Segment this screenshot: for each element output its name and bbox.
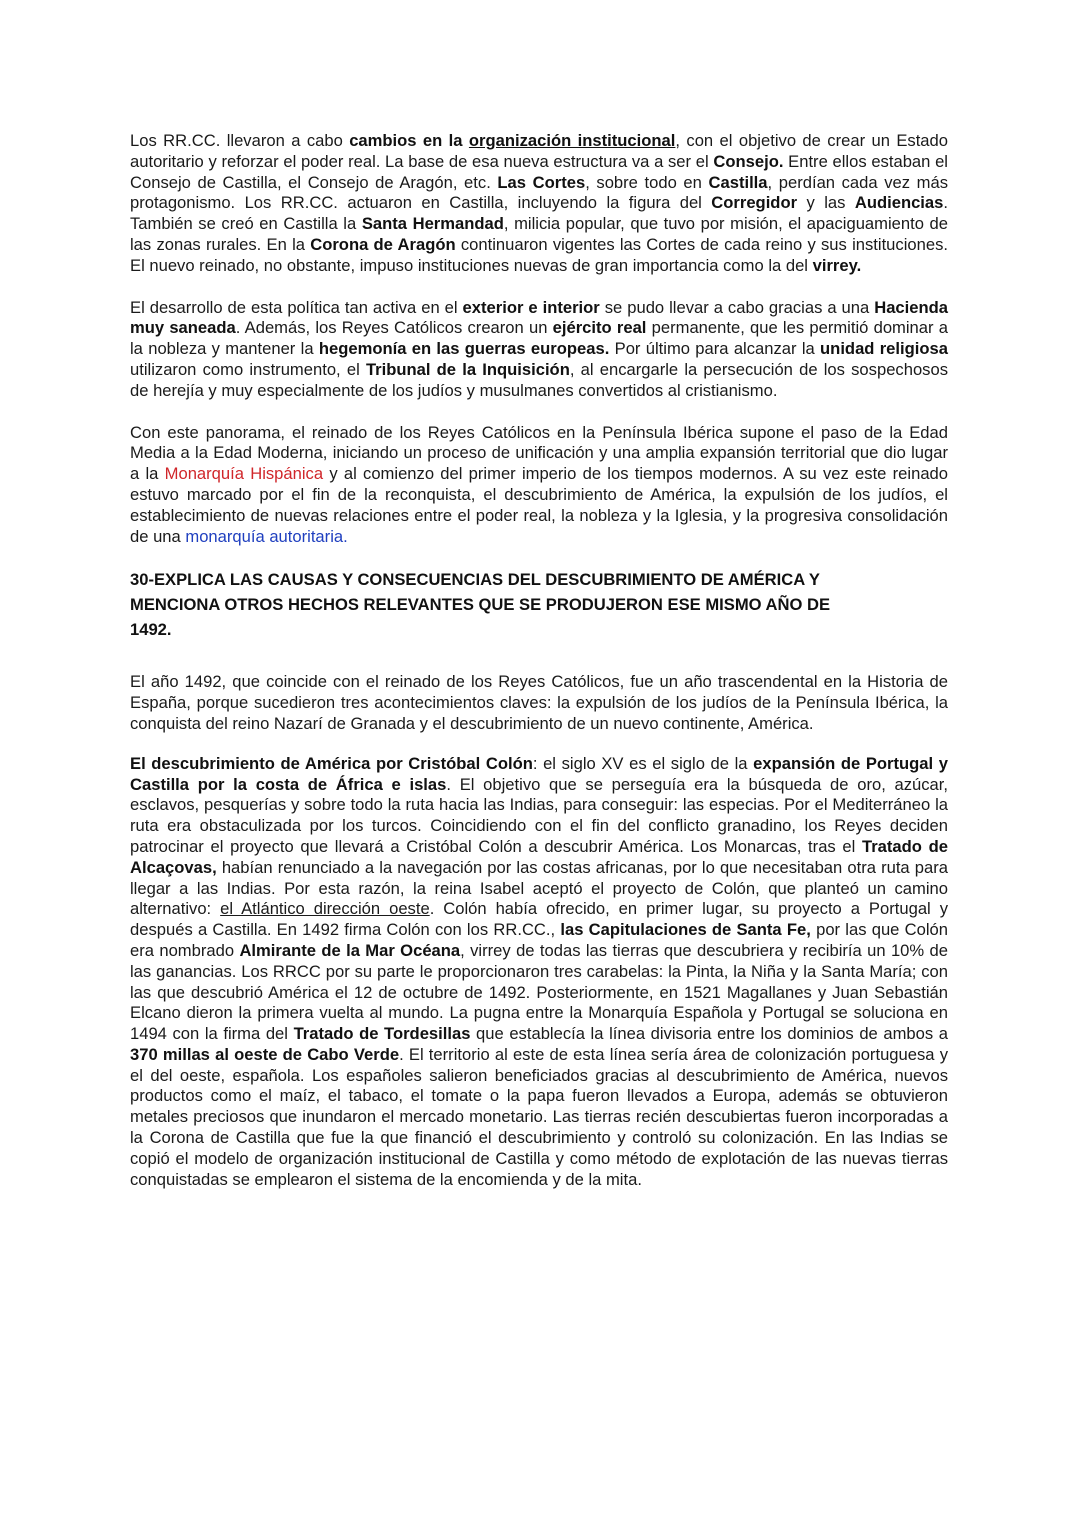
paragraph-panorama xyxy=(130,423,948,548)
heading-line-3: 1492. xyxy=(130,620,172,640)
text-run: utilizaron como instrumento, el xyxy=(130,359,366,379)
paragraph-discovery-america xyxy=(130,754,948,1191)
bold-text: Almirante de la Mar Océana xyxy=(239,940,461,960)
text-run: El año 1492, que coincide con el reinado de los Reyes Católicos, fue un año trascendental en la Historia de España, porque sucedieron tres acontecimientos claves: la expulsión de los judíos de la Península Ibérica, la conquista del reino Nazarí de Granada y el descubrimiento de un nuevo continente, América. xyxy=(130,672,948,733)
red-text: Monarquía Hispánica xyxy=(164,464,324,484)
text-run: , al encargarle la persecución de los sospechosos de herejía y muy especialmente de los judíos y musulmanes convertidos al cristianismo. xyxy=(130,359,948,400)
text-run: El desarrollo de esta política tan activa en el xyxy=(130,297,463,317)
blue-text: monarquía autoritaria. xyxy=(185,526,348,546)
text-run: , sobre todo en xyxy=(585,172,709,192)
text-run: Con este panorama, el reinado de los Reyes Católicos en la Península Ibérica supone el paso de la Edad Media a la Edad Moderna, iniciando un proceso de unificación y una amplia expansión territorial que dio lugar a la xyxy=(130,422,948,484)
text-run: . Colón había ofrecido, en primer lugar, su proyecto a Portugal y después a Castilla. En 1492 firma Colón con los RR.CC., xyxy=(130,899,949,940)
bold-text: 370 millas al oeste de Cabo Verde xyxy=(130,1044,400,1064)
bold-text: las Capitulaciones de Santa Fe, xyxy=(560,920,811,940)
bold-text: Corregidor xyxy=(711,193,798,213)
paragraph-institutional-changes xyxy=(130,131,948,277)
heading-line-2: MENCIONA OTROS HECHOS RELEVANTES QUE SE PRODUJERON ESE MISMO AÑO DE xyxy=(130,595,831,615)
bold-text: Castilla xyxy=(708,172,768,192)
text-run: y las xyxy=(797,193,855,213)
text-run: . El territorio al este de esta línea sería área de colonización portuguesa y el del oeste, española. Los españoles salieron beneficiados gracias al descubrimiento de América, nuevos productos como el maíz, el tabaco, el tomate o la papa fueron llevados a Europa, además se obtuvieron metales preciosos que inundaron el mercado monetario. Las tierras recién descubiertas fueron incorporadas a la Corona de Castilla que fue la que financió el descubrimiento y controló su colonización. En las Indias se copió el modelo de organización institucional de Castilla y como método de explotación de las nuevas tierras conquistadas se emplearon el sistema de la encomienda y de la mita. xyxy=(130,1044,948,1189)
bold-text: Audiencias xyxy=(854,193,944,213)
bold-text: Tratado de Alcaçovas, xyxy=(130,836,948,877)
bold-text: ejército real xyxy=(552,318,647,338)
text-run: . El objetivo que se perseguía era la búsqueda de oro, azúcar, esclavos, pesquerías y sobre todo la ruta hacia las Indias, para conseguir: las especias. Por el Mediterráneo la ruta era obstaculizada por los turcos. Coincidiendo con el fin del conflicto granadino, los Reyes deciden patrocinar el proyecto que llevará a Cristóbal Colón a descubrir América. Los Monarcas, tras el xyxy=(130,774,949,856)
paragraph-year-1492 xyxy=(130,672,948,734)
underlined-text: el Atlántico dirección oeste xyxy=(220,899,430,919)
bold-text: virrey. xyxy=(812,255,862,275)
text-run: , milicia popular, que tuvo por misión, el apaciguamiento de las zonas rurales. En la xyxy=(130,214,949,254)
text-run: que establecía la línea divisoria entre los dominios de ambos a xyxy=(470,1024,949,1044)
text-run: se pudo llevar a cabo gracias a una xyxy=(599,297,875,317)
text-run: permanente, que les permitió dominar a la nobleza y mantener la xyxy=(130,318,948,359)
text-run: . También se creó en Castilla la xyxy=(130,193,948,234)
bold-text: Consejo. xyxy=(713,151,784,171)
bold-text: exterior e interior xyxy=(462,297,600,317)
text-run: . Además, los Reyes Católicos crearon un xyxy=(235,318,553,338)
bold-text: Tribunal de la Inquisición xyxy=(365,359,570,379)
section-heading xyxy=(130,567,948,642)
bold-text: hegemonía en las guerras europeas. xyxy=(318,339,610,359)
text-run: , perdían cada vez más protagonismo. Los RR.CC. actuaron en Castilla, incluyendo la figura del xyxy=(130,172,949,213)
bold-text: Corona de Aragón xyxy=(310,234,456,254)
text-run: Los RR.CC. llevaron a cabo xyxy=(130,131,350,150)
bold-text: El descubrimiento de América por Cristóbal Colón xyxy=(130,753,533,773)
text-run: : el siglo XV es el siglo de la xyxy=(532,753,754,773)
paragraph-policy-development xyxy=(130,298,948,402)
heading-line-1: 30-EXPLICA LAS CAUSAS Y CONSECUENCIAS DEL DESCUBRIMIENTO DE AMÉRICA Y xyxy=(130,570,820,590)
bold-text: Santa Hermandad xyxy=(361,214,504,234)
document-page xyxy=(130,131,948,1210)
bold-text: Las Cortes xyxy=(497,172,586,192)
bold-text: Hacienda muy saneada xyxy=(130,297,948,338)
bold-text: organización institucional xyxy=(468,131,676,150)
text-run: Entre ellos estaban el Consejo de Castilla, el Consejo de Aragón, etc. xyxy=(130,151,948,192)
bold-text: unidad religiosa xyxy=(820,339,948,359)
text-run: continuaron vigentes las Cortes de cada reino y sus instituciones. El nuevo reinado, no obstante, impuso instituciones nuevas de gran importancia como la del xyxy=(130,234,948,275)
bold-text: expansión de Portugal y Castilla por la costa de África e islas xyxy=(130,753,948,794)
text-run: Por último para alcanzar la xyxy=(609,339,821,359)
text-run: habían renunciado a la navegación por las costas africanas, por lo que necesitaban otra ruta para llegar a las Indias. Por esta razón, la reina Isabel aceptó el proyecto de Colón, que planteó un camino alternativo: xyxy=(130,857,948,919)
text-run: por las que Colón era nombrado xyxy=(130,920,948,960)
bold-text: cambios en la xyxy=(349,131,469,150)
text-run: , con el objetivo de crear un Estado autoritario y reforzar el poder real. La base de esa nueva estructura va a ser el xyxy=(130,131,948,171)
bold-text: Tratado de Tordesillas xyxy=(293,1024,471,1044)
text-run: y al comienzo del primer imperio de los tiempos modernos. A su vez este reinado estuvo marcado por el fin de la reconquista, el descubrimiento de América, la expulsión de los judíos, el establecimiento de nuevas relaciones entre el poder real, la nobleza y la Iglesia, y la progresiva consolidación de una xyxy=(130,464,949,546)
text-run: , virrey de todas las tierras que descubriera y recibiría un 10% de las ganancias. Los RRCC por su parte le proporcionaron tres carabelas: la Pinta, la Niña y la Santa María; con las que descubrió América el 12 de octubre de 1492. Posteriormente, en 1521 Magallanes y Juan Sebastián Elcano dieron la primera vuelta al mundo. La pugna entre la Monarquía Española y Portugal se soluciona en 1494 con la firma del xyxy=(130,940,948,1044)
